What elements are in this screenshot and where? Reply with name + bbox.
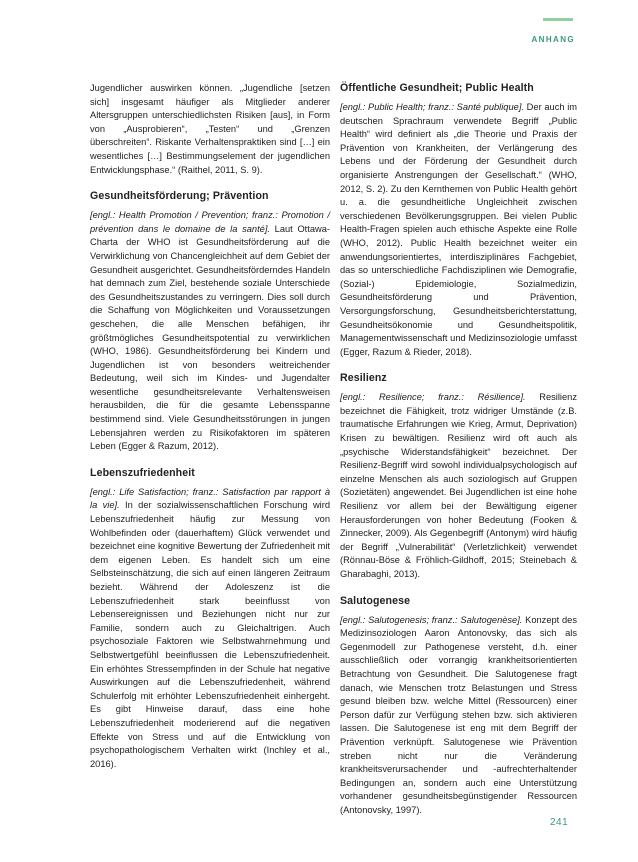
section-text-lebenszufriedenheit — [90, 486, 330, 771]
right-column — [340, 82, 577, 831]
section-title-gesundheitsfoerderung: Gesundheitsförderung; Prävention — [90, 190, 269, 203]
section-text-salutogenese — [340, 614, 577, 818]
section-lead: [engl.: Salutogenesis; franz.: Salutogenèse]. — [340, 614, 523, 625]
section-body: Laut Ottawa-Charta der WHO ist Gesundheitsförderung auf die Verwirklichung von Chancengleichheit auf dem Gebiet der Gesundheit ausgerichtet. Gesundheitsförderndes Handeln hat demnach zum Ziel, bestehende soziale Unterschiede des Gesundheitszustandes zu verringern. Dies soll durch die Schaffung von Möglichkeiten und Voraussetzungen geschehen, die alle Menschen befähigen, ihr größtmögliches Gesundheitspotential zu verwirklichen (WHO, 1986). Gesundheitsförderung bei Kindern und Jugendlichen ist von besonders weitreichender Bedeutung, weil sich im Kindes- und Jugendalter wesentliche gesundheitsrelevante Verhaltensweisen herausbilden, die für die gesamte Lebensspanne bestimmend sind. Viele Gesundheitsstörungen in jungen Lebensjahren werden zu Risikofaktoren im späteren Leben (Egger & Razum, 2012). — [90, 223, 330, 452]
section-text-public-health — [340, 101, 577, 359]
left-column — [90, 82, 330, 784]
running-header: ANHANG — [531, 35, 575, 44]
section-title-public-health: Öffentliche Gesundheit; Public Health — [340, 82, 534, 94]
intro-paragraph: Jugendlicher auswirken können. „Jugendliche [setzen sich] insgesamt häufiger als Mitglieder anderer Altersgruppen unterschiedlichsten Risiken [aus], in Form von „Ausprobieren“, „Testen“ und „Grenzen überschreiten“. Riskante Verhaltenspraktiken sind […] ein wesentliches […] Bestimmungselement der jugendlichen Entwicklungsphase.“ (Raithel, 2011, S. 9). — [90, 83, 330, 175]
section-body: Resilienz bezeichnet die Fähigkeit, trotz widriger Umstände (z.B. traumatische Erfahrungen wie Krieg, Armut, Deprivation) Krisen zu bewältigen. Resilienz wird oft auch als „psychische Widerstandsfähigkeit“ bezeichnet. Der Resilienz-Begriff wird sowohl individualpsychologisch auf einzelne Menschen als auch soziologisch auf Gruppen (Sozietäten) angewendet. Bei Jugendlichen ist eine hohe Resilienz vor allem bei der Bewältigung eigener Herausforderungen von hoher Bedeutung (Fooken & Zinnecker, 2009). Als Gegenbegriff (Antonym) wird häufig der Begriff „Vulnerabilität“ (Verletzlichkeit) verwendet (Rönnau-Böse & Fröhlich-Gildhoff, 2015; Steinebach & Gharabaghi, 2013). — [340, 392, 577, 579]
section-title-lebenszufriedenheit: Lebenszufriedenheit — [90, 466, 195, 479]
section-text-gesundheitsfoerderung — [90, 209, 330, 454]
section-body: Der auch im deutschen Sprachraum verwendete Begriff „Public Health“ wird definiert als „die Theorie und Praxis der Prävention von Krankheiten, der Verlängerung des Lebens und der Förderung der Gesundheit durch organisierte Anstrengungen der Gesellschaft.“ (WHO, 2012, S. 2). Zu den Kernthemen von Public Health gehört u. a. die gesundheitliche Ungleichheit zwischen verschiedenen Bevölkerungsgruppen. Bei vielen Public Health-Fragen spielen auch ethische Aspekte eine Rolle (WHO, 2012). Public Health bezeichnet weiter ein anwendungsorientiertes, interdisziplinäres Fachgebiet, das so unterschiedliche Fachdisziplinen wie Demografie, (Sozial-) Epidemiologie, Sozialmedizin, Gesundheitsförderung und Prävention, Versorgungsforschung, Gesundheitsberichterstattung, Gesundheitsökonomie und Gesundheitspolitik, Managementwissenschaft und Medizinsoziologie umfasst (Egger, Razum & Rieder, 2018). — [340, 102, 578, 357]
section-lead: [engl.: Resilience; franz.: Résilience]. — [340, 392, 526, 403]
header-accent-rule — [543, 18, 573, 21]
section-body: Konzept des Medizinsoziologen Aaron Antonovsky, das sich als Gegenmodell zur Pathogenese versteht, d.h. einer ausschließlich oder vorrangig krankheitsorientierten Betrachtung von Gesundheit. Die Salutogenese fragt danach, wie Menschen trotz Belastungen und Stress gesund bleiben bzw. welche Mittel (Ressourcen) einer Person dafür zur Verfügung stehen bzw. sich aktivieren lassen. Die Salutogenese ist eng mit dem Begriff der Prävention verknüpft. Salutogenese wie Prävention streben nicht nur die Veränderung krankheitsverursachender und -aufrechterhaltender Bedingungen an, sondern auch eine Unterstützung vorhandener gesundheitsbegünstigender Ressourcen (Antonovsky, 1997). — [340, 614, 577, 815]
section-lead: [engl.: Health Promotion / Prevention; franz.: Promotion / prévention dans le domaine de la santé]. — [90, 210, 330, 234]
section-body: In der sozialwissenschaftlichen Forschung wird Lebenszufriedenheit häufig zur Messung von Wohlbefinden oder (dauerhaftem) Glück verwendet und bezeichnet eine kognitive Bewertung der Zufriedenheit mit dem eigenen Leben. Es handelt sich um eine Selbsteinschätzung, die sich auf einen längeren Zeitraum bezieht. Während der Adoleszenz ist die Lebenszufriedenheit stark beeinflusst von Lebensereignissen und Beziehungen nicht nur zur Familie, sondern auch zu Gleichaltrigen. Auch psychosoziale Faktoren wie Selbstwahrnehmung und Selbstwertgefühl beeinflussen die Lebenszufriedenheit. Ein erhöhtes Stressempfinden in der Schule hat negative Auswirkungen auf die Lebenszufriedenheit, während Schulerfolg mit erhöhter Lebenszufriedenheit einhergeht. Es gibt Hinweise darauf, dass eine hohe Lebenszufriedenheit moderierend auf die negativen Effekte von Stress und auf die Entwicklung von psychopathologischem Verhalten wirkt (Inchley et al., 2016). — [90, 500, 330, 769]
section-title-resilienz: Resilienz — [340, 372, 387, 385]
page-number: 241 — [550, 817, 569, 828]
section-lead: [engl.: Life Satisfaction; franz.: Satisfaction par rapport à la vie]. — [90, 486, 330, 511]
section-lead: [engl.: Public Health; franz.: Santé publique]. — [340, 102, 524, 112]
section-title-salutogenese: Salutogenese — [340, 594, 411, 607]
section-text-resilienz — [340, 391, 577, 581]
